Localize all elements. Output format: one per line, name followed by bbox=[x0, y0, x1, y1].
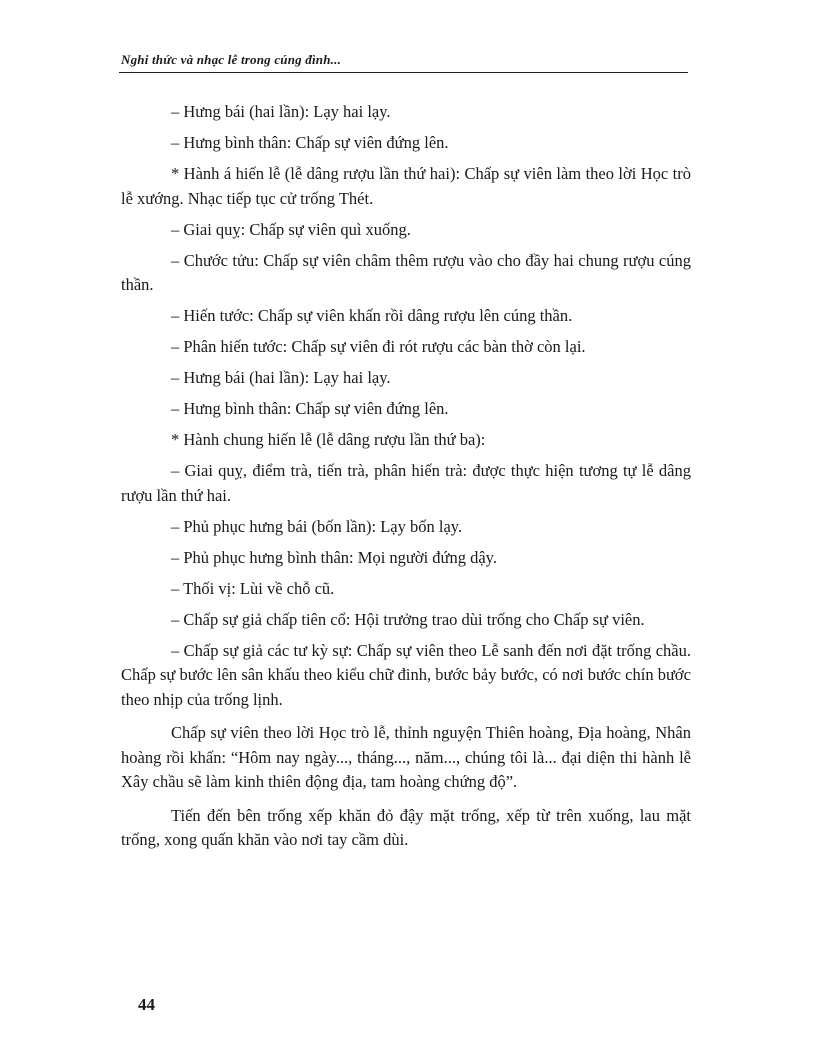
paragraph: – Giai quỵ, điểm trà, tiến trà, phân hiến trà: được thực hiện tương tự lễ dâng rượu lần thứ hai. bbox=[121, 461, 691, 505]
page-number: 44 bbox=[138, 995, 155, 1014]
paragraph: – Hưng bái (hai lần): Lạy hai lạy. bbox=[171, 102, 391, 121]
paragraph: – Chước tửu: Chấp sự viên châm thêm rượu vào cho đầy hai chung rượu cúng thần. bbox=[121, 250, 691, 294]
paragraph: – Thối vị: Lùi về chỗ cũ. bbox=[171, 578, 335, 598]
paragraph: – Hiến tước: Chấp sự viên khấn rồi dâng rượu lên cúng thần. bbox=[171, 306, 573, 325]
paragraph: * Hành chung hiến lễ (lễ dâng rượu lần thứ ba): bbox=[171, 430, 486, 449]
paragraph: – Hưng bái (hai lần): Lạy hai lạy. bbox=[171, 368, 391, 387]
header-rule bbox=[119, 72, 688, 73]
paragraph: – Phủ phục hưng bái (bốn lần): Lạy bốn lạy. bbox=[171, 516, 463, 536]
paragraph: Tiến đến bên trống xếp khăn đỏ đậy mặt trống, xếp từ trên xuống, lau mặt trống, xong quấn khăn vào nơi tay cầm dùi. bbox=[121, 805, 691, 849]
paragraph: – Giai quỵ: Chấp sự viên quì xuống. bbox=[171, 219, 411, 239]
running-header-title: Nghi thức và nhạc lễ trong cúng đình... bbox=[121, 52, 342, 67]
paragraph: – Phủ phục hưng bình thân: Mọi người đứng dậy. bbox=[171, 547, 497, 567]
paragraph: * Hành á hiến lễ (lễ dâng rượu lần thứ hai): Chấp sự viên làm theo lời Học trò lễ xướng. Nhạc tiếp tục cử trống Thét. bbox=[121, 164, 691, 208]
paragraph: – Chấp sự giả chấp tiên cổ: Hội trưởng trao dùi trống cho Chấp sự viên. bbox=[171, 609, 645, 629]
paragraph: – Chấp sự giả các tư kỳ sự: Chấp sự viên theo Lễ sanh đến nơi đặt trống chầu. Chấp sự bước lên sân khấu theo kiểu chữ đinh, bước bảy bước, có nơi bước chín bước theo nhịp của trống lịnh. bbox=[121, 640, 691, 709]
paragraph: – Hưng bình thân: Chấp sự viên đứng lên. bbox=[171, 133, 449, 152]
body-text bbox=[121, 100, 691, 859]
paragraph: – Hưng bình thân: Chấp sự viên đứng lên. bbox=[171, 399, 449, 418]
paragraph: Chấp sự viên theo lời Học trò lễ, thỉnh nguyện Thiên hoàng, Địa hoàng, Nhân hoàng rồi khấn: “Hôm nay ngày..., tháng..., năm..., chúng tôi là... đại diện thi hành lễ Xây chầu sẽ làm kinh thiên động địa, tam hoàng chứng độ”. bbox=[121, 723, 691, 791]
paragraph: – Phân hiến tước: Chấp sự viên đi rót rượu các bàn thờ còn lại. bbox=[171, 337, 586, 356]
